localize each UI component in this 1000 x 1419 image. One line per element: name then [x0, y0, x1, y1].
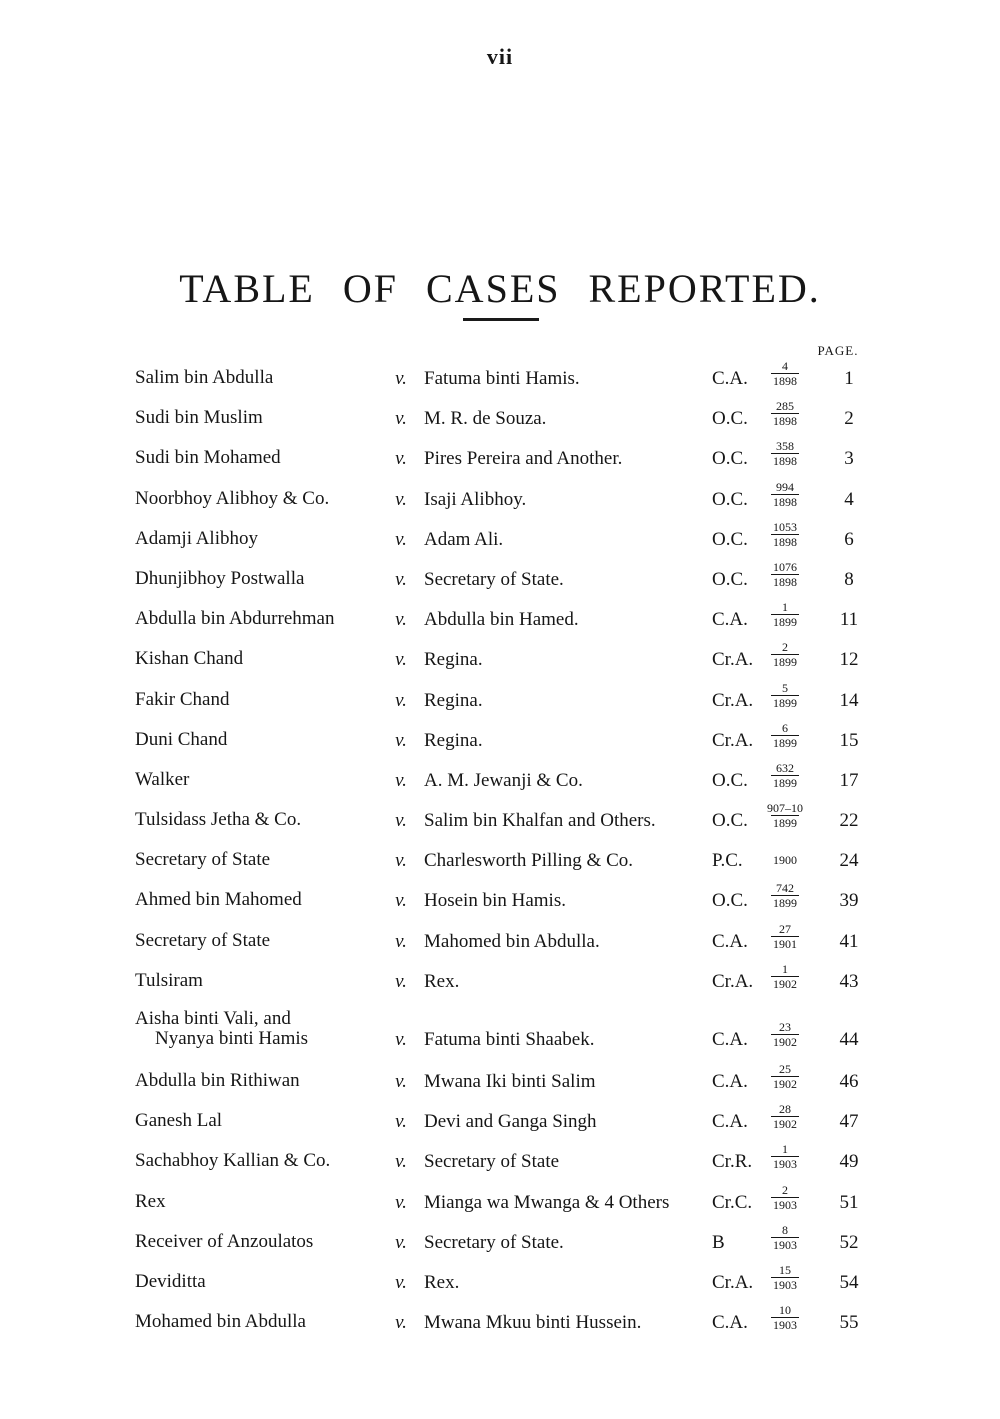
case-row — [0, 639, 1000, 679]
versus-marker: v. — [395, 488, 407, 510]
citation-fraction — [762, 399, 808, 428]
citation-number: 27 — [779, 921, 791, 936]
court-code: O.C. — [712, 528, 748, 550]
defendant-name: Mahomed bin Abdulla. — [424, 930, 600, 952]
citation-number: 2 — [782, 1182, 788, 1197]
plaintiff-line: Abdulla bin Abdurrehman — [135, 608, 335, 630]
plaintiff-line: Fakir Chand — [135, 688, 230, 710]
defendant-name: Regina. — [424, 689, 483, 711]
citation-fraction — [762, 721, 808, 750]
case-row — [0, 1101, 1000, 1141]
citation-number: 15 — [779, 1262, 791, 1277]
case-row — [0, 1141, 1000, 1181]
versus-marker: v. — [395, 1312, 407, 1334]
plaintiff-name — [135, 489, 390, 509]
citation-fraction — [762, 761, 808, 790]
plaintiff-name — [135, 971, 390, 991]
plaintiff-line: Deviditta — [135, 1270, 206, 1292]
page-number: vii — [486, 44, 514, 69]
citation-fraction — [762, 560, 808, 589]
court-code: Cr.A. — [712, 649, 754, 671]
plaintiff-name — [135, 1192, 390, 1212]
plaintiff-line: Walker — [135, 768, 190, 790]
citation-fraction — [762, 359, 808, 388]
versus-marker: v. — [395, 729, 407, 751]
plaintiff-line: Mohamed bin Abdulla — [135, 1311, 306, 1333]
case-row — [0, 720, 1000, 760]
citation-year: 1899 — [773, 896, 797, 911]
plaintiff-line: Duni Chand — [135, 728, 228, 750]
versus-marker: v. — [395, 810, 407, 832]
versus-marker: v. — [395, 649, 407, 671]
page-reference: 51 — [839, 1191, 859, 1213]
court-code: C.A. — [712, 609, 748, 631]
plaintiff-line: Dhunjibhoy Postwalla — [135, 567, 305, 589]
page-reference: 14 — [839, 689, 859, 711]
page-reference: 22 — [839, 810, 859, 832]
court-code: C.A. — [712, 1071, 748, 1092]
citation-number: 1 — [782, 1142, 788, 1157]
page-reference: 41 — [839, 930, 859, 952]
page-reference: 12 — [839, 649, 859, 671]
court-code: Cr.R. — [712, 1151, 753, 1173]
defendant-name: Regina. — [424, 649, 483, 671]
citation-number: 1 — [782, 961, 788, 976]
plaintiff-line: Sudi bin Muslim — [135, 407, 263, 429]
case-row — [0, 559, 1000, 599]
defendant-name: Abdulla bin Hamed. — [424, 609, 579, 631]
defendant-name: Pires Pereira and Another. — [424, 448, 623, 470]
defendant-name: Secretary of State — [424, 1151, 560, 1173]
plaintiff-name — [135, 1232, 390, 1252]
citation-number: 1 — [782, 600, 788, 615]
court-code: C.A. — [712, 1029, 748, 1050]
citation-fraction — [762, 480, 808, 509]
defendant-name: Salim bin Khalfan and Others. — [424, 810, 656, 832]
citation-fraction — [762, 1020, 808, 1049]
versus-marker: v. — [395, 609, 407, 631]
plaintiff-line: Tulsidass Jetha & Co. — [135, 809, 302, 831]
versus-marker: v. — [395, 1071, 407, 1092]
plaintiff-line: Tulsiram — [135, 969, 203, 991]
page-reference: 1 — [844, 368, 854, 389]
page-reference: 39 — [839, 890, 859, 912]
citation-number: 742 — [776, 881, 794, 896]
case-row — [0, 358, 1000, 398]
page-reference: 46 — [839, 1071, 859, 1092]
page-title: TABLE OF CASES REPORTED. — [179, 265, 821, 311]
versus-marker: v. — [395, 368, 407, 389]
citation-year: 1903 — [773, 1318, 797, 1333]
case-row — [0, 1001, 1000, 1061]
citation-year: 1903 — [773, 1157, 797, 1172]
court-code: C.A. — [712, 930, 748, 952]
page-reference: 52 — [839, 1231, 859, 1253]
citation-year: 1902 — [773, 976, 797, 991]
citation-fraction — [762, 922, 808, 951]
citation-number: 907–10 — [767, 801, 803, 816]
page-reference: 17 — [839, 769, 859, 791]
citation-fraction — [762, 1263, 808, 1292]
defendant-name: Devi and Ganga Singh — [424, 1111, 597, 1133]
citation-fraction — [762, 520, 808, 549]
citation-year: 1899 — [773, 775, 797, 790]
case-row — [0, 1302, 1000, 1342]
versus-marker: v. — [395, 970, 407, 992]
versus-marker: v. — [395, 408, 407, 430]
citation-number: 25 — [779, 1062, 791, 1076]
court-code: Cr.A. — [712, 970, 754, 992]
court-code: Cr.A. — [712, 729, 754, 751]
citation-year: 1899 — [773, 615, 797, 630]
court-code: B — [712, 1231, 725, 1253]
plaintiff-line: Salim bin Abdulla — [135, 367, 274, 388]
defendant-name: Fatuma binti Shaabek. — [424, 1029, 595, 1050]
plaintiff-line: Secretary of State — [135, 849, 271, 871]
citation-year: 1899 — [773, 816, 797, 831]
versus-marker: v. — [395, 1111, 407, 1133]
plaintiff-line: Sudi bin Mohamed — [135, 447, 281, 469]
citation-fraction — [762, 640, 808, 669]
court-code: O.C. — [712, 890, 748, 912]
citation-number: 6 — [782, 720, 788, 735]
case-row — [0, 1222, 1000, 1262]
page-reference: 4 — [844, 488, 854, 510]
case-row — [0, 1182, 1000, 1222]
plaintiff-name — [135, 730, 390, 750]
citation-fraction — [762, 962, 808, 991]
page-reference: 11 — [839, 609, 859, 631]
defendant-name: Secretary of State. — [424, 568, 564, 590]
case-row — [0, 438, 1000, 478]
plaintiff-name — [135, 1009, 390, 1049]
citation-number: 358 — [776, 439, 794, 454]
versus-marker: v. — [395, 850, 407, 872]
versus-marker: v. — [395, 890, 407, 912]
page-reference: 54 — [839, 1271, 859, 1293]
citation-year: 1899 — [773, 695, 797, 710]
plaintiff-name — [135, 1111, 390, 1131]
citation-fraction — [762, 600, 808, 629]
defendant-name: Rex. — [424, 970, 460, 992]
citation-number: 994 — [776, 479, 794, 494]
versus-marker: v. — [395, 1231, 407, 1253]
citation-year: 1898 — [773, 374, 797, 388]
citation-fraction — [762, 1102, 808, 1131]
plaintiff-line: Aisha binti Vali, and — [135, 1008, 291, 1029]
citation-fraction — [762, 1183, 808, 1212]
citation-year: 1899 — [773, 655, 797, 670]
case-row — [0, 880, 1000, 920]
citation-fraction — [762, 881, 808, 910]
page-reference: 3 — [844, 448, 854, 470]
citation-year: 1903 — [773, 1277, 797, 1292]
citation-year: 1903 — [773, 1237, 797, 1252]
citation-year: 1902 — [773, 1035, 797, 1049]
court-code: O.C. — [712, 810, 748, 832]
citation-year: 1898 — [773, 454, 797, 469]
citation-fraction — [762, 1142, 808, 1171]
court-code: C.A. — [712, 1312, 748, 1334]
court-code: P.C. — [712, 850, 743, 872]
defendant-name: M. R. de Souza. — [424, 408, 547, 430]
plaintiff-name — [135, 810, 390, 830]
case-row — [0, 398, 1000, 438]
versus-marker: v. — [395, 769, 407, 791]
citation-fraction — [762, 1223, 808, 1252]
plaintiff-name — [135, 770, 390, 790]
citation-number: 10 — [779, 1303, 791, 1318]
case-row — [0, 961, 1000, 1001]
defendant-name: Mwana Mkuu binti Hussein. — [424, 1312, 642, 1334]
defendant-name: Mwana Iki binti Salim — [424, 1071, 596, 1092]
page-reference: 8 — [844, 568, 854, 590]
page-reference: 24 — [839, 850, 859, 872]
citation-year: 1898 — [773, 494, 797, 509]
plaintiff-name — [135, 1272, 390, 1292]
court-code: O.C. — [712, 488, 748, 510]
defendant-name: Charlesworth Pilling & Co. — [424, 850, 633, 872]
versus-marker: v. — [395, 528, 407, 550]
plaintiff-line: Receiver of Anzoulatos — [135, 1230, 314, 1252]
case-row — [0, 519, 1000, 559]
case-row — [0, 599, 1000, 639]
case-row — [0, 1262, 1000, 1302]
citation-year: 1901 — [773, 936, 797, 951]
case-row — [0, 760, 1000, 800]
case-row — [0, 840, 1000, 880]
plaintiff-name — [135, 408, 390, 428]
citation-number: 4 — [782, 359, 788, 373]
case-row — [0, 479, 1000, 519]
citation-number: 632 — [776, 760, 794, 775]
citation-fraction — [762, 439, 808, 468]
citation-year: 1898 — [773, 574, 797, 589]
defendant-name: Fatuma binti Hamis. — [424, 368, 580, 389]
versus-marker: v. — [395, 930, 407, 952]
plaintiff-line: Sachabhoy Kallian & Co. — [135, 1150, 331, 1172]
plaintiff-name — [135, 1151, 390, 1171]
court-code: O.C. — [712, 448, 748, 470]
plaintiff-name — [135, 368, 390, 388]
plaintiff-name — [135, 690, 390, 710]
plaintiff-name — [135, 890, 390, 910]
defendant-name: Hosein bin Hamis. — [424, 890, 566, 912]
page-reference: 44 — [839, 1029, 859, 1050]
plaintiff-name — [135, 850, 390, 870]
citation-year: 1902 — [773, 1077, 797, 1091]
defendant-name: Isaji Alibhoy. — [424, 488, 527, 510]
case-row — [0, 680, 1000, 720]
plaintiff-name — [135, 529, 390, 549]
court-code: O.C. — [712, 408, 748, 430]
court-code: C.A. — [712, 1111, 748, 1133]
versus-marker: v. — [395, 1029, 407, 1050]
citation-number: 1076 — [773, 559, 797, 574]
citation-number: 8 — [782, 1222, 788, 1237]
citation-year: 1900 — [773, 853, 797, 868]
versus-marker: v. — [395, 568, 407, 590]
citation-number: 28 — [779, 1102, 791, 1117]
page-reference: 43 — [839, 970, 859, 992]
citation-number: 285 — [776, 399, 794, 414]
case-row — [0, 800, 1000, 840]
plaintiff-line: Secretary of State — [135, 929, 271, 951]
citation-year: 1899 — [773, 735, 797, 750]
plaintiff-name — [135, 569, 390, 589]
citation-number: 23 — [779, 1020, 791, 1034]
defendant-name: Mianga wa Mwanga & 4 Others — [424, 1191, 670, 1213]
plaintiff-line: Adamji Alibhoy — [135, 527, 258, 549]
citation-fraction — [762, 841, 808, 867]
court-code: O.C. — [712, 769, 748, 791]
page-column-header: PAGE. — [817, 343, 859, 358]
citation-fraction — [762, 801, 808, 830]
page-reference: 49 — [839, 1151, 859, 1173]
plaintiff-name — [135, 931, 390, 951]
defendant-name: A. M. Jewanji & Co. — [424, 769, 583, 791]
citation-number: 2 — [782, 640, 788, 655]
versus-marker: v. — [395, 448, 407, 470]
versus-marker: v. — [395, 689, 407, 711]
plaintiff-name — [135, 609, 390, 629]
cases-table — [0, 358, 1000, 1342]
plaintiff-line: Ahmed bin Mahomed — [135, 889, 302, 911]
defendant-name: Rex. — [424, 1271, 460, 1293]
plaintiff-name — [135, 448, 390, 468]
page-reference: 6 — [844, 528, 854, 550]
citation-fraction — [762, 1062, 808, 1091]
plaintiff-line: Ganesh Lal — [135, 1110, 223, 1132]
plaintiff-name — [135, 1312, 390, 1332]
versus-marker: v. — [395, 1271, 407, 1293]
citation-year: 1898 — [773, 414, 797, 429]
court-code: Cr.C. — [712, 1191, 753, 1213]
plaintiff-name — [135, 1071, 390, 1091]
citation-year: 1903 — [773, 1197, 797, 1212]
page-reference: 55 — [839, 1312, 859, 1334]
defendant-name: Secretary of State. — [424, 1231, 564, 1253]
defendant-name: Adam Ali. — [424, 528, 504, 550]
title-divider — [463, 318, 539, 321]
case-row — [0, 921, 1000, 961]
plaintiff-line: Abdulla bin Rithiwan — [135, 1070, 300, 1091]
citation-fraction — [762, 681, 808, 710]
page-reference: 47 — [839, 1111, 859, 1133]
citation-year: 1902 — [773, 1117, 797, 1132]
plaintiff-name — [135, 649, 390, 669]
court-code: O.C. — [712, 568, 748, 590]
plaintiff-line: Nyanya binti Hamis — [155, 1028, 309, 1049]
versus-marker: v. — [395, 1151, 407, 1173]
citation-number: 1053 — [773, 519, 797, 534]
plaintiff-line: Kishan Chand — [135, 648, 244, 670]
court-code: Cr.A. — [712, 689, 754, 711]
citation-number: 5 — [782, 680, 788, 695]
citation-year: 1898 — [773, 534, 797, 549]
case-row — [0, 1061, 1000, 1101]
page-reference: 2 — [844, 408, 854, 430]
court-code: C.A. — [712, 368, 748, 389]
plaintiff-line: Noorbhoy Alibhoy & Co. — [135, 487, 330, 509]
court-code: Cr.A. — [712, 1271, 754, 1293]
defendant-name: Regina. — [424, 729, 483, 751]
versus-marker: v. — [395, 1191, 407, 1213]
citation-fraction — [762, 1303, 808, 1332]
page-reference: 15 — [839, 729, 859, 751]
plaintiff-line: Rex — [135, 1190, 166, 1212]
